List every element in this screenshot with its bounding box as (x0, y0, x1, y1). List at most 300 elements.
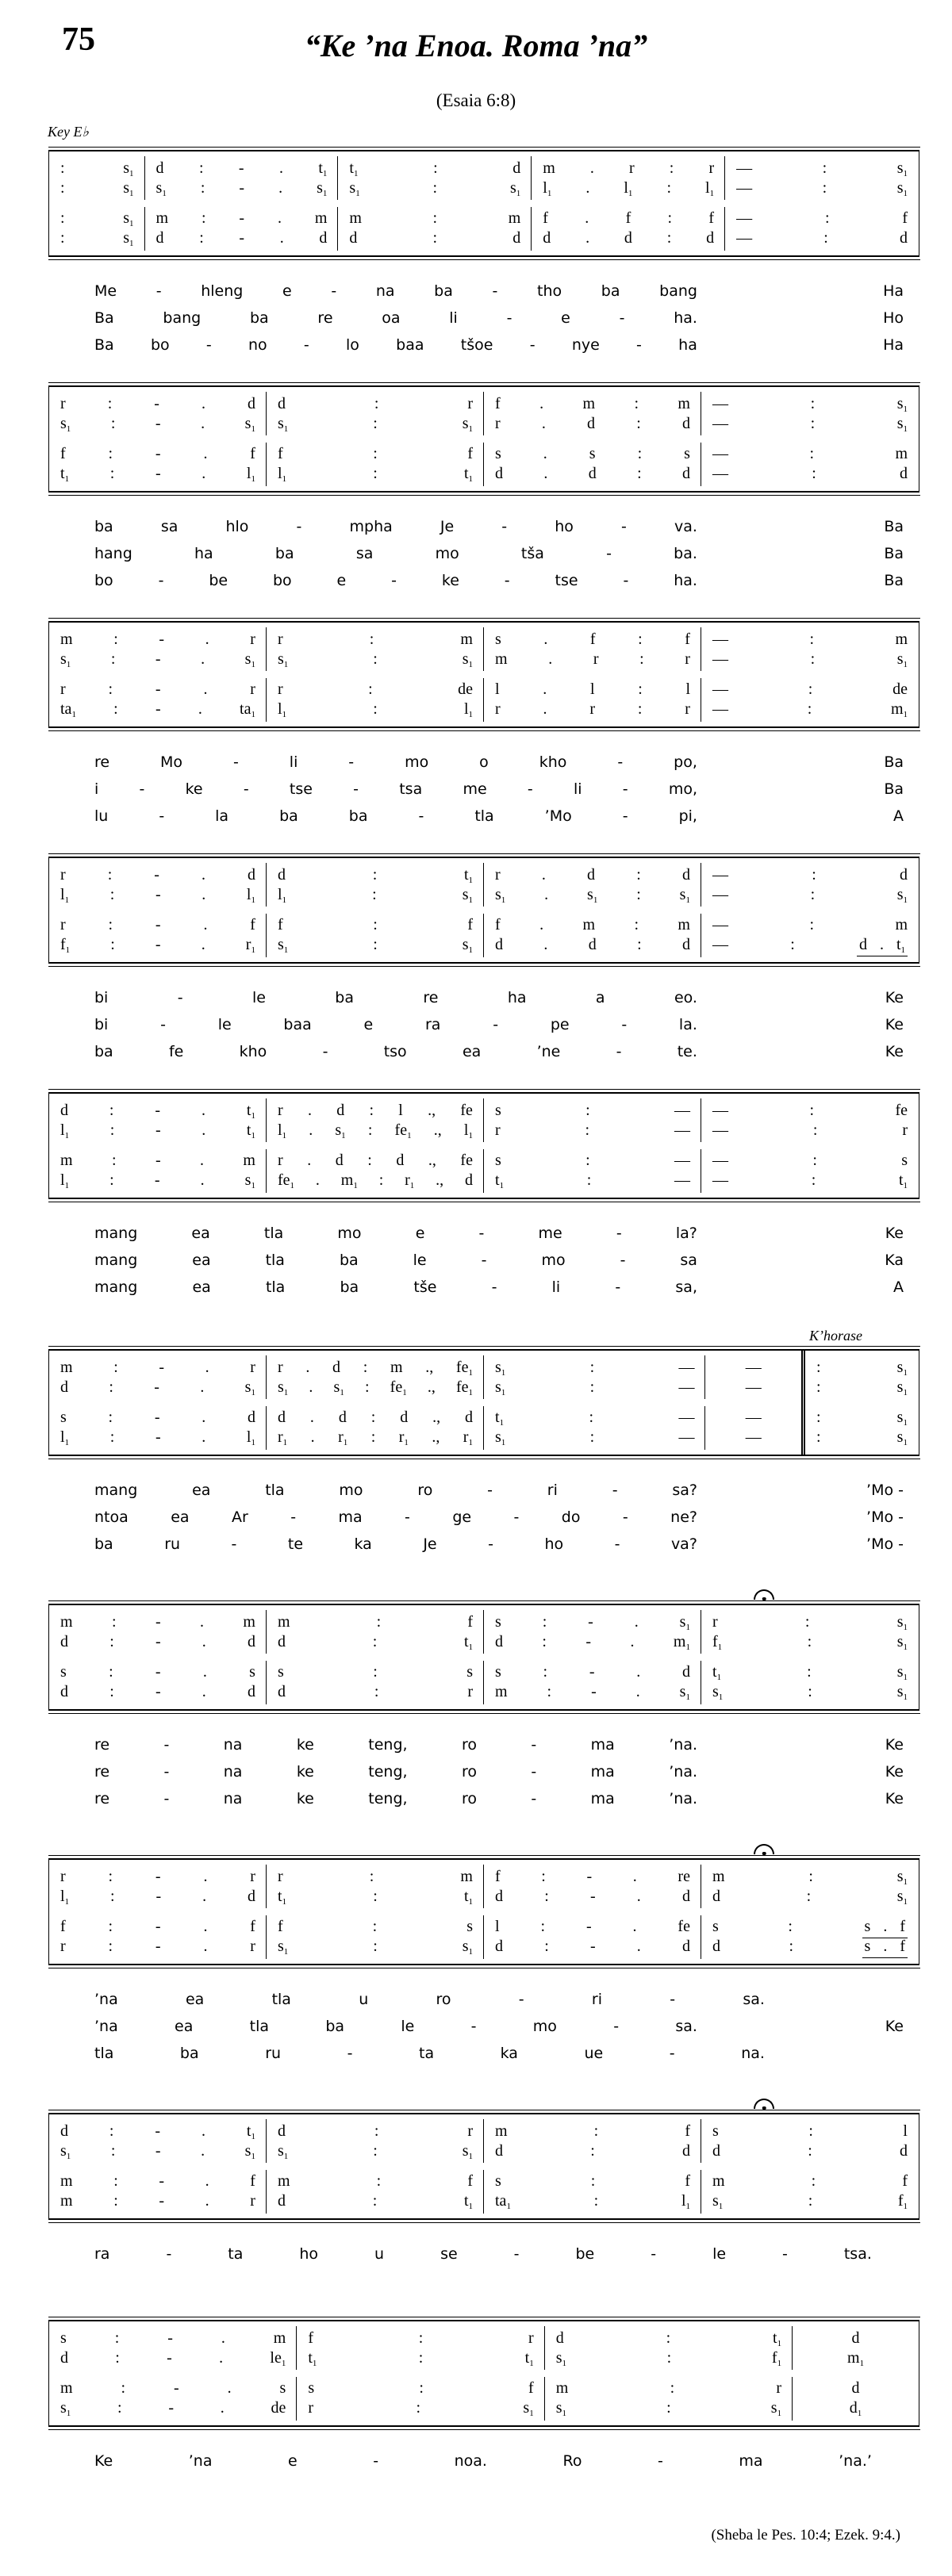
note-token: - (585, 1918, 592, 1935)
lyric-syllable: ma (590, 1790, 615, 1807)
lyric-syllable: - (616, 1225, 622, 1242)
lyric-syllable: mang (94, 1225, 138, 1242)
lyric-syllable: - (612, 1482, 618, 1499)
note-token: . (307, 1102, 312, 1119)
note-token: s (466, 1663, 473, 1681)
lyric-syllables (94, 1043, 697, 1060)
lyric-syllable: ba (94, 1043, 113, 1060)
page-header (0, 0, 952, 84)
lyric-syllable: ma (338, 1508, 363, 1526)
note-token: . (200, 1152, 205, 1169)
note-line (712, 1171, 908, 1190)
note-line (308, 2398, 533, 2418)
lyric-syllable: - (296, 518, 302, 535)
note-token: $ta_1$ (495, 2192, 511, 2211)
note-line (60, 1867, 255, 1887)
note-token: — (736, 179, 753, 197)
note-token: f (278, 916, 283, 933)
octave-subscript: 1 (290, 1181, 295, 1190)
note-token: $s_1$ (896, 179, 908, 198)
lyric-syllable: mang (94, 1278, 138, 1296)
measure-column (49, 1605, 267, 1709)
note-token: s (864, 1938, 871, 1955)
note-token: f (278, 1918, 283, 1935)
fermata-icon (754, 1844, 774, 1855)
lyric-syllable: ea (192, 1252, 211, 1269)
note-token: d (495, 936, 503, 953)
lyric-syllable: ba (274, 545, 294, 562)
note-token: : (363, 1359, 368, 1376)
note-token: r (250, 1359, 255, 1376)
octave-subscript: 1 (71, 710, 76, 719)
note-token: $s_1$ (278, 1938, 289, 1957)
note-token: m (273, 2329, 286, 2347)
note-token: d (349, 229, 358, 247)
octave-subscript: 1 (402, 1388, 407, 1397)
scripture-reference: (Sheba le Pes. 10:4; Ezek. 9:4.) (711, 2527, 900, 2543)
note-token: s (495, 631, 501, 648)
octave-subscript: 1 (312, 2359, 317, 2368)
octave-subscript: 1 (251, 1181, 255, 1190)
note-token: . (202, 1663, 207, 1681)
note-token: s (495, 1663, 501, 1681)
note-token: . (543, 445, 547, 462)
note-token: d (336, 1102, 345, 1119)
system-block (48, 2094, 919, 2220)
note-line (712, 1937, 908, 1957)
note-line (60, 394, 255, 414)
note-line (278, 2191, 473, 2211)
note-line (736, 159, 908, 178)
note-token: d (396, 1152, 405, 1169)
note-token: d (512, 229, 521, 247)
note-token: : (373, 916, 378, 933)
note-token: m (712, 1868, 725, 1885)
lyric-syllable: ’na. (669, 1763, 697, 1781)
note-line (60, 1378, 255, 1397)
octave-subscript: 1 (501, 1368, 506, 1378)
note-token: - (159, 2192, 165, 2210)
note-token: - (155, 445, 161, 462)
lyric-syllable: le (217, 1016, 232, 1033)
note-line (495, 865, 690, 885)
octave-subscript: 1 (468, 1388, 473, 1397)
note-line (278, 1867, 473, 1887)
note-token: : (634, 916, 639, 933)
octave-subscript: 1 (562, 2409, 567, 2418)
note-token: d (495, 2142, 503, 2160)
note-token: ., (432, 1428, 440, 1446)
lyric-line (48, 567, 919, 594)
note-token: m (495, 2122, 508, 2140)
note-line (712, 464, 908, 484)
lyric-syllables (94, 1763, 697, 1781)
lyric-line (48, 2040, 919, 2067)
lyric-syllable: ba (249, 309, 269, 327)
note-token: $s_1$ (244, 650, 255, 669)
octave-subscript: 1 (282, 710, 287, 719)
octave-subscript: 1 (282, 1897, 287, 1907)
lyric-syllable: ri (591, 1991, 602, 2008)
note-token: f (250, 445, 255, 462)
note-token: - (588, 1613, 593, 1631)
note-token: d (495, 1938, 503, 1955)
lyric-syllable: - (160, 1016, 166, 1033)
lyric-syllable: - (177, 989, 183, 1006)
note-token: $le_1$ (270, 2349, 286, 2368)
note-line (712, 1151, 908, 1171)
lyric-syllable: ma (590, 1736, 615, 1754)
note-token: : (666, 2349, 672, 2367)
measure-column (267, 2114, 484, 2218)
note-token: $s_1$ (155, 179, 167, 198)
octave-subscript: 1 (709, 189, 715, 198)
lyric-syllable: re (94, 753, 110, 771)
note-token: $fe_1$ (278, 1171, 295, 1190)
octave-subscript: 1 (903, 1388, 908, 1397)
note-token: $t_1$ (898, 1171, 908, 1190)
lyric-syllables (94, 1508, 697, 1526)
note-token: : (109, 1428, 115, 1446)
note-token: . (589, 159, 594, 177)
note-token: f (250, 1918, 255, 1935)
measure-column (484, 858, 701, 962)
note-token: : (418, 2349, 424, 2367)
octave-subscript: 1 (66, 2409, 71, 2418)
note-token: : (811, 1171, 816, 1189)
note-line (716, 1408, 790, 1428)
note-token: d (278, 1409, 286, 1426)
note-token: d (247, 395, 255, 412)
lyric-group (48, 749, 919, 830)
note-line (60, 1937, 255, 1957)
note-token: . (221, 2329, 225, 2347)
lyric-syllable: lo (346, 336, 359, 354)
staff-box (48, 1349, 919, 1456)
lyric-line (48, 1220, 919, 1247)
lyric-syllable: le (251, 989, 266, 1006)
measure-column (49, 2114, 267, 2218)
note-token: s (864, 1918, 871, 1935)
lyric-syllable: - (159, 807, 165, 825)
note-token: re (678, 1868, 690, 1885)
lyric-syllable: se (440, 2245, 458, 2263)
note-line (349, 228, 520, 248)
note-line (495, 1917, 690, 1937)
note-token: $s_1$ (278, 1378, 289, 1397)
lyric-syllable: tho (537, 282, 562, 300)
lyric-syllable: ke (185, 780, 203, 798)
note-line (712, 1867, 908, 1887)
note-line (495, 1867, 690, 1887)
octave-subscript: 1 (468, 1438, 473, 1447)
note-token: r (250, 1868, 255, 1885)
note-token: . (632, 1918, 637, 1935)
note-token: : (589, 1378, 595, 1396)
lyric-syllable: - (163, 1763, 170, 1781)
lyric-syllable: - (348, 753, 355, 771)
measure-column (484, 623, 701, 726)
lyric-syllable: - (418, 807, 424, 825)
note-token: f (250, 916, 255, 933)
note-token: : (109, 1171, 114, 1189)
note-token: r (776, 2379, 782, 2397)
note-token: $l_1$ (463, 700, 473, 719)
lyric-syllable: tšoe (460, 336, 493, 354)
octave-subscript: 1 (628, 189, 633, 198)
note-token: d (588, 936, 597, 953)
lyric-syllable: - (531, 1790, 537, 1807)
measure-column (484, 387, 701, 491)
note-token: m (895, 916, 908, 933)
note-line (278, 1428, 473, 1447)
note-token: $s_1$ (123, 229, 134, 248)
note-token: : (810, 415, 816, 432)
note-token: : (109, 1378, 113, 1396)
note-token: — (745, 1378, 762, 1396)
note-token: : (367, 1121, 373, 1139)
measure-column (267, 858, 484, 962)
note-token: : (586, 1171, 592, 1189)
note-token: fe (460, 1102, 473, 1119)
lyric-syllable: la? (675, 1225, 697, 1242)
note-token: - (238, 159, 244, 177)
note-line (60, 2172, 255, 2191)
note-token: . (883, 1918, 888, 1935)
note-token: $l_1$ (681, 2192, 690, 2211)
note-token: : (432, 229, 438, 247)
note-token: - (154, 866, 159, 884)
note-line (156, 209, 328, 228)
octave-subscript: 1 (322, 189, 328, 198)
note-token: : (374, 2122, 379, 2140)
lyric-syllable: be (209, 572, 228, 589)
note-token: . (541, 866, 546, 884)
lyric-syllable: u (359, 1991, 369, 2008)
note-line (60, 228, 134, 248)
lyric-syllable: - (623, 572, 629, 589)
lyric-line (48, 1477, 919, 1504)
note-line (495, 1428, 694, 1447)
note-line (495, 2122, 690, 2141)
note-token: : (60, 179, 65, 197)
note-token: : (789, 1938, 794, 1955)
note-token: - (239, 209, 245, 227)
note-token: m (243, 1152, 255, 1169)
note-line (60, 915, 255, 935)
note-token: - (155, 916, 161, 933)
note-token: ., (425, 1359, 434, 1376)
octave-subscript: 1 (251, 1438, 255, 1447)
lyric-syllable: mo (541, 1252, 566, 1269)
note-token: $s_1$ (555, 2399, 567, 2418)
note-line (712, 2172, 908, 2191)
lyric-syllable: kho (239, 1043, 267, 1060)
lyric-syllable: Ba (94, 309, 114, 327)
note-line (543, 159, 714, 178)
note-token: d (247, 1409, 255, 1426)
note-token: - (155, 1633, 161, 1650)
note-line (278, 630, 473, 650)
lyric-syllable: - (493, 1016, 499, 1033)
note-line (278, 444, 473, 464)
note-line (495, 1171, 690, 1190)
lyric-syllable: - (501, 518, 508, 535)
note-token: : (200, 179, 205, 197)
note-line (712, 1887, 908, 1907)
note-line (60, 464, 255, 484)
note-line (495, 1682, 690, 1702)
note-token: d (155, 159, 164, 177)
octave-subscript: 1 (499, 1181, 505, 1190)
note-token: $t_1$ (246, 1121, 255, 1140)
note-line (712, 1662, 908, 1682)
lyric-syllable: - (158, 572, 164, 589)
measure-column (701, 1605, 919, 1709)
lyric-syllable: oa (382, 309, 401, 327)
note-token: f (467, 1613, 473, 1631)
note-token: f (685, 2122, 690, 2140)
note-token: . (305, 1359, 310, 1376)
lyric-syllable: ea (191, 1225, 210, 1242)
system-block (48, 385, 919, 493)
lyric-syllable: e (288, 2452, 298, 2470)
note-token: m (60, 1613, 73, 1631)
note-line (278, 650, 473, 669)
lyric-syllable: mo (337, 1225, 362, 1242)
note-line (349, 159, 520, 178)
note-token: d (335, 1152, 344, 1169)
note-line (495, 2172, 690, 2191)
note-token: : (109, 465, 115, 482)
lyric-syllable: mang (94, 1482, 138, 1499)
note-token: d (278, 1633, 286, 1650)
note-token: $s_1$ (896, 1359, 908, 1378)
octave-subscript: 1 (355, 189, 360, 198)
note-token: $s_1$ (896, 886, 908, 905)
note-line (278, 865, 473, 885)
note-token: $s_1$ (60, 2142, 71, 2161)
note-token: $s_1$ (60, 650, 71, 669)
lyric-syllable: - (613, 2018, 620, 2035)
note-line (495, 1101, 690, 1121)
note-token: r (60, 866, 66, 884)
note-token: f (900, 1938, 905, 1955)
note-token: - (239, 179, 245, 197)
note-token: : (109, 2122, 114, 2140)
lyric-syllable: mo (435, 545, 459, 562)
note-token: - (154, 1171, 160, 1189)
note-token: . (636, 1663, 641, 1681)
note-token: $s_1$ (333, 1378, 344, 1397)
note-token: : (788, 1918, 793, 1935)
note-token: . (309, 1121, 313, 1139)
note-token: s (712, 2122, 719, 2140)
note-token: m (508, 209, 521, 227)
lyric-pickup: Ke (885, 1763, 904, 1781)
lyric-syllable: - (513, 1508, 520, 1526)
note-token: - (155, 680, 161, 698)
note-token: . (636, 1938, 641, 1955)
note-line (60, 209, 134, 228)
lyric-line (48, 513, 919, 540)
lyric-syllable: teng, (368, 1763, 408, 1781)
octave-subscript: 1 (282, 1131, 287, 1140)
note-token: r (278, 1152, 283, 1169)
note-line (60, 159, 134, 178)
note-token: : (107, 866, 113, 884)
note-token: $s_1$ (278, 415, 289, 434)
note-token: - (159, 2172, 165, 2190)
note-token: — (674, 1171, 690, 1189)
note-token: — (712, 936, 728, 953)
note-token: . (201, 2142, 205, 2160)
lyric-syllable: - (615, 1278, 621, 1296)
note-token: - (168, 2399, 174, 2417)
lyric-syllable: ea (185, 1991, 205, 2008)
note-token: : (547, 1683, 552, 1700)
note-token: : (373, 1938, 378, 1955)
note-line (60, 2379, 286, 2398)
note-token: : (824, 209, 830, 227)
note-token: : (432, 179, 438, 197)
note-token: d (682, 936, 690, 953)
octave-subscript: 1 (593, 895, 598, 905)
lyric-syllable: ha (678, 336, 697, 354)
note-token: $s_1$ (555, 2349, 567, 2368)
lyric-syllable: ba (279, 807, 298, 825)
lyric-syllable: ka (354, 1535, 372, 1553)
note-token: : (666, 2329, 671, 2347)
note-token: . (541, 415, 546, 432)
measure-column (701, 858, 919, 962)
note-token: : (636, 415, 641, 432)
lyric-syllable: ma (739, 2452, 763, 2470)
octave-subscript: 1 (407, 1131, 412, 1140)
note-token: d (555, 2329, 564, 2347)
note-token: — (678, 1428, 695, 1446)
note-token: : (811, 2172, 816, 2190)
note-token: : (373, 1663, 378, 1681)
note-line (278, 394, 473, 414)
octave-subscript: 1 (468, 895, 473, 905)
measure-column (267, 387, 484, 491)
lyric-syllable: le (401, 2018, 415, 2035)
note-token: — (712, 1121, 728, 1139)
note-line (712, 1101, 908, 1121)
note-token: : (369, 1102, 374, 1119)
lyric-syllable: - (373, 2452, 379, 2470)
lyric-line (48, 332, 919, 358)
lyric-pickup: Ke (885, 2018, 904, 2035)
staff-box (48, 1092, 919, 1199)
note-line (495, 444, 690, 464)
note-token: : (589, 1428, 595, 1446)
note-token: d (587, 866, 596, 884)
lyric-line (48, 803, 919, 830)
note-token: r (250, 631, 255, 648)
note-token: . (544, 886, 549, 903)
lyric-syllable: - (478, 1225, 485, 1242)
note-token: : (807, 1633, 812, 1650)
note-token: : (111, 1613, 117, 1631)
note-token: m (243, 1613, 255, 1631)
key-signature: Key E♭ (48, 124, 89, 140)
lyric-syllable: be (575, 2245, 595, 2263)
note-token: : (666, 179, 671, 197)
note-token: r (278, 1359, 283, 1376)
measure-column (701, 1094, 919, 1198)
